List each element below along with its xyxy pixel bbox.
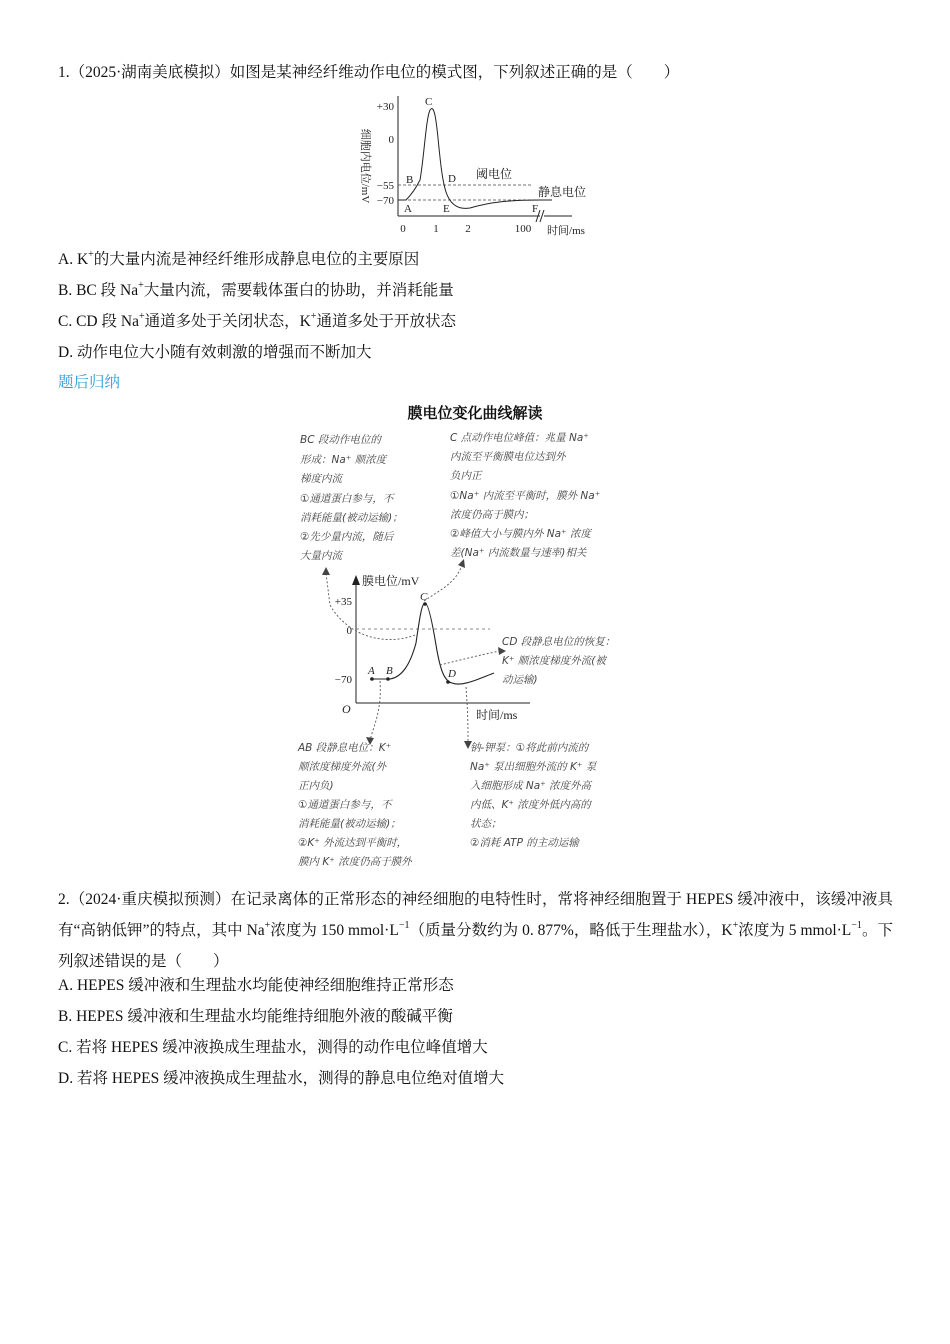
- q1-option-a: A. K+的大量内流是神经纤维形成静息电位的主要原因: [58, 249, 420, 268]
- svg-text:①Na⁺ 内流至平衡时，膜外 Na⁺: ①Na⁺ 内流至平衡时，膜外 Na⁺: [450, 490, 601, 502]
- question-number: 1.: [58, 64, 70, 81]
- question-source: （2024·重庆模拟预测）: [69, 891, 231, 908]
- fig1-point-c: C: [425, 96, 433, 108]
- question-number: 2.: [58, 891, 70, 908]
- fig1-x-tick-2: 2: [465, 223, 471, 235]
- question-2-stem: 2.（2024·重庆模拟预测）在记录离体的正常形态的神经细胞的电特性时，常将神经细胞置于 HEPES 缓冲液中，该缓冲液具有“高钠低钾”的特点，其中 Na+浓度为 150 $mmol\cdot L^{-1}$（质量分数约为 0. 877%，略低于生理盐水），K+浓度为 5 $mmol\cdot L^{-1}$。下列叙述错误的是（ ）: [58, 891, 894, 970]
- fig2-point-b: B: [386, 665, 393, 677]
- svg-text:差(Na⁺ 内流数量与速率)相关: 差(Na⁺ 内流数量与速率)相关: [450, 547, 587, 559]
- fig1-y-label: 细胞内电位/mV: [359, 128, 371, 204]
- fig2-point-a: A: [368, 665, 375, 677]
- svg-text:②峰值大小与膜内外 Na⁺ 浓度: ②峰值大小与膜内外 Na⁺ 浓度: [450, 528, 591, 540]
- fig2-y-label: 膜电位/mV: [362, 574, 420, 588]
- svg-text:正内负): 正内负): [298, 780, 334, 792]
- question-1-stem: [58, 62, 679, 84]
- fig1-x-label: 时间/ms: [547, 225, 585, 237]
- svg-text:K⁺ 顺浓度梯度外流(被: K⁺ 顺浓度梯度外流(被: [502, 655, 606, 667]
- svg-text:状态；: 状态；: [470, 818, 502, 830]
- fig2-x-label: 时间/ms: [476, 708, 518, 722]
- svg-text:BC 段动作电位的: BC 段动作电位的: [300, 434, 381, 446]
- fig1-curve: [398, 109, 552, 209]
- svg-text:①通道蛋白参与，不: ①通道蛋白参与，不: [300, 493, 394, 505]
- question-source: （2025·湖南美底模拟）: [69, 64, 230, 81]
- svg-text:浓度仍高于膜内；: 浓度仍高于膜内；: [450, 509, 534, 521]
- fig2-point-c: C: [420, 591, 428, 603]
- fig1-y-tick-55: −55: [376, 180, 394, 192]
- svg-text:钠-钾泵：①将此前内流的: 钠-钾泵：①将此前内流的: [470, 742, 589, 754]
- fig1-threshold-label: 阈电位: [476, 167, 513, 181]
- fig1-point-f: F: [532, 203, 539, 215]
- fig1-point-b: B: [406, 174, 414, 186]
- note-cd: [502, 636, 615, 686]
- summary-heading: 题后归纳: [58, 374, 121, 391]
- fig2-y-tick-0: 0: [346, 625, 352, 637]
- q2-option-d: D. 若将 HEPES 缓冲液换成生理盐水，测得的静息电位绝对值增大: [58, 1070, 505, 1087]
- fig1-point-a: A: [404, 203, 412, 215]
- fig2-y-tick-70: −70: [334, 674, 352, 686]
- svg-text:C 点动作电位峰值：兆量 Na⁺: C 点动作电位峰值：兆量 Na⁺: [450, 432, 589, 444]
- fig1-x-tick-0: 0: [400, 223, 406, 235]
- note-c: [450, 432, 600, 559]
- svg-text:②K⁺ 外流达到平衡时，: ②K⁺ 外流达到平衡时，: [298, 837, 408, 849]
- action-potential-figure: [340, 88, 620, 243]
- fig1-point-e: E: [443, 203, 450, 215]
- svg-text:大量内流: 大量内流: [300, 550, 342, 562]
- svg-text:CD 段静息电位的恢复：: CD 段静息电位的恢复：: [502, 636, 616, 648]
- question-text: 如图是某神经纤维动作电位的模式图，下列叙述正确的是（ ）: [229, 64, 680, 81]
- note-bc: [300, 434, 403, 562]
- note-pump: [470, 742, 598, 849]
- figure2-title: 膜电位变化曲线解读: [407, 404, 543, 422]
- q1-option-b: B. BC 段 Na+大量内流，需要载体蛋白的协助，并消耗能量: [58, 280, 454, 299]
- q1-option-c: C. CD 段 Na+通道多处于关闭状态，K+通道多处于开放状态: [58, 311, 456, 330]
- svg-text:消耗能量(被动运输)；: 消耗能量(被动运输)；: [300, 512, 403, 524]
- svg-text:①通道蛋白参与，不: ①通道蛋白参与，不: [298, 799, 392, 811]
- fig1-y-tick-70: −70: [376, 195, 394, 207]
- svg-text:②先少量内流，随后: ②先少量内流，随后: [300, 531, 394, 543]
- fig2-point-d: D: [448, 668, 456, 680]
- svg-text:负内正: 负内正: [450, 470, 482, 482]
- svg-text:AB 段静息电位：K⁺: AB 段静息电位：K⁺: [298, 742, 392, 754]
- fig2-y-tick-35: +35: [334, 596, 352, 608]
- fig1-y-tick-30: +30: [376, 101, 394, 113]
- membrane-potential-figure: [290, 425, 670, 875]
- fig1-point-d: D: [448, 173, 456, 185]
- svg-text:顺浓度梯度外流(外: 顺浓度梯度外流(外: [298, 761, 387, 773]
- svg-text:膜内 K⁺ 浓度仍高于膜外: 膜内 K⁺ 浓度仍高于膜外: [298, 856, 412, 868]
- svg-text:动运输): 动运输): [502, 674, 538, 686]
- fig2-origin: O: [342, 702, 351, 716]
- fig1-x-tick-100: 100: [514, 223, 532, 235]
- svg-text:消耗能量(被动运输)；: 消耗能量(被动运输)；: [298, 818, 401, 830]
- q2-option-c: C. 若将 HEPES 缓冲液换成生理盐水，测得的动作电位峰值增大: [58, 1039, 488, 1056]
- svg-text:入细胞形成 Na⁺ 浓度外高: 入细胞形成 Na⁺ 浓度外高: [470, 780, 592, 792]
- svg-text:内流至平衡膜电位达到外: 内流至平衡膜电位达到外: [450, 451, 566, 463]
- svg-text:内低、K⁺ 浓度外低内高的: 内低、K⁺ 浓度外低内高的: [470, 799, 591, 811]
- note-ab: [297, 742, 413, 868]
- q2-option-a: A. HEPES 缓冲液和生理盐水均能使神经细胞维持正常形态: [58, 977, 454, 994]
- q1-option-d: D. 动作电位大小随有效刺激的增强而不断加大: [58, 344, 372, 361]
- q2-option-b: B. HEPES 缓冲液和生理盐水均能维持细胞外液的酸碱平衡: [58, 1008, 453, 1025]
- fig1-y-tick-0: 0: [388, 134, 394, 146]
- svg-text:形成：Na⁺ 顺浓度: 形成：Na⁺ 顺浓度: [300, 454, 387, 466]
- svg-text:梯度内流: 梯度内流: [300, 473, 342, 485]
- fig1-resting-label: 静息电位: [538, 185, 587, 199]
- svg-text:Na⁺ 泵出细胞外流的 K⁺ 泵: Na⁺ 泵出细胞外流的 K⁺ 泵: [470, 761, 597, 773]
- fig1-x-tick-1: 1: [433, 223, 439, 235]
- svg-text:②消耗 ATP 的主动运输: ②消耗 ATP 的主动运输: [470, 837, 579, 849]
